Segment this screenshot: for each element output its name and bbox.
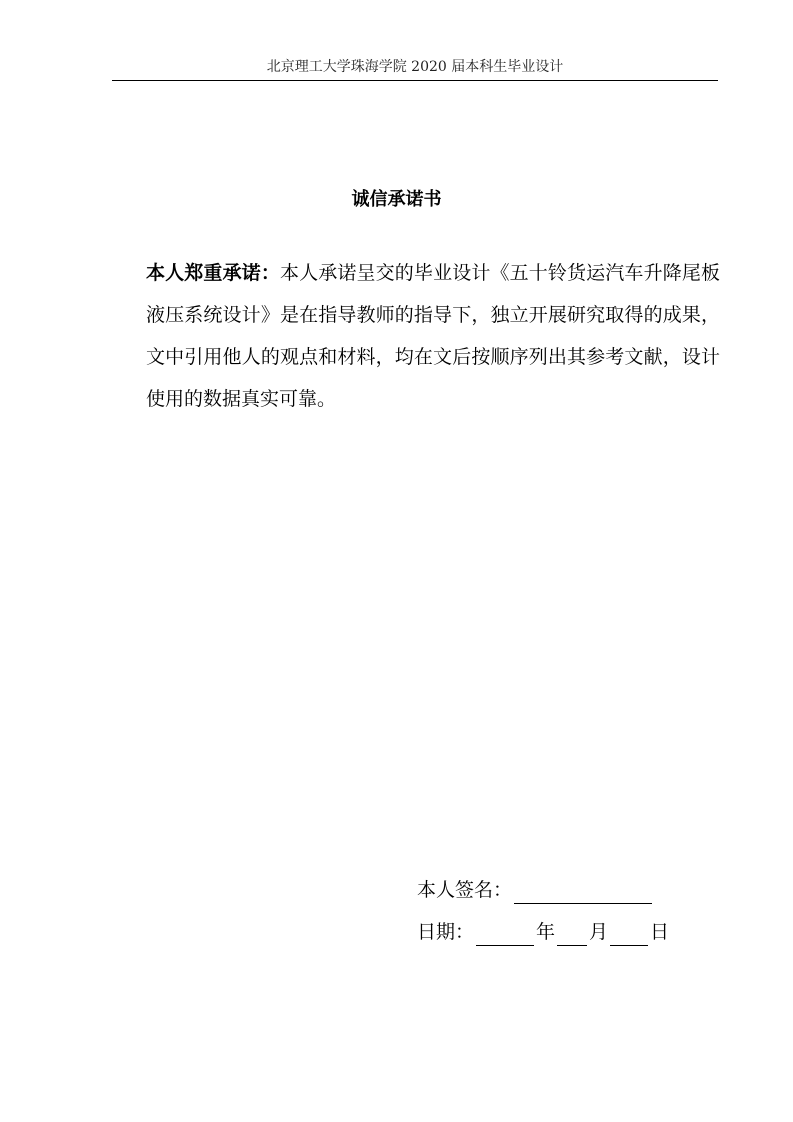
month-label: 月 [589, 921, 609, 943]
statement-body: 本人承诺呈交的毕业设计《五十铃货运汽车升降尾板液压系统设计》是在指导教师的指导下，独立开展研究取得的成果，文中引用他人的观点和材料，均在文后按顺序列出其参考文献，设计使用的数据真实可靠。 [146, 262, 720, 410]
year-label: 年 [536, 921, 556, 943]
day-label: 日 [650, 921, 670, 943]
day-blank [610, 923, 648, 946]
date-row [417, 918, 669, 946]
signature-blank [514, 881, 652, 904]
year-blank [476, 923, 534, 946]
page-header [112, 54, 718, 81]
month-blank [557, 923, 587, 946]
signature-row [417, 876, 654, 904]
statement-lead: 本人郑重承诺： [146, 262, 280, 284]
header-text: 北京理工大学珠海学院 2020 届本科生毕业设计 [266, 59, 564, 75]
page-title: 诚信承诺书 [351, 189, 442, 210]
signature-label: 本人签名： [417, 879, 513, 901]
statement-paragraph [146, 252, 720, 420]
date-label: 日期： [417, 921, 475, 943]
